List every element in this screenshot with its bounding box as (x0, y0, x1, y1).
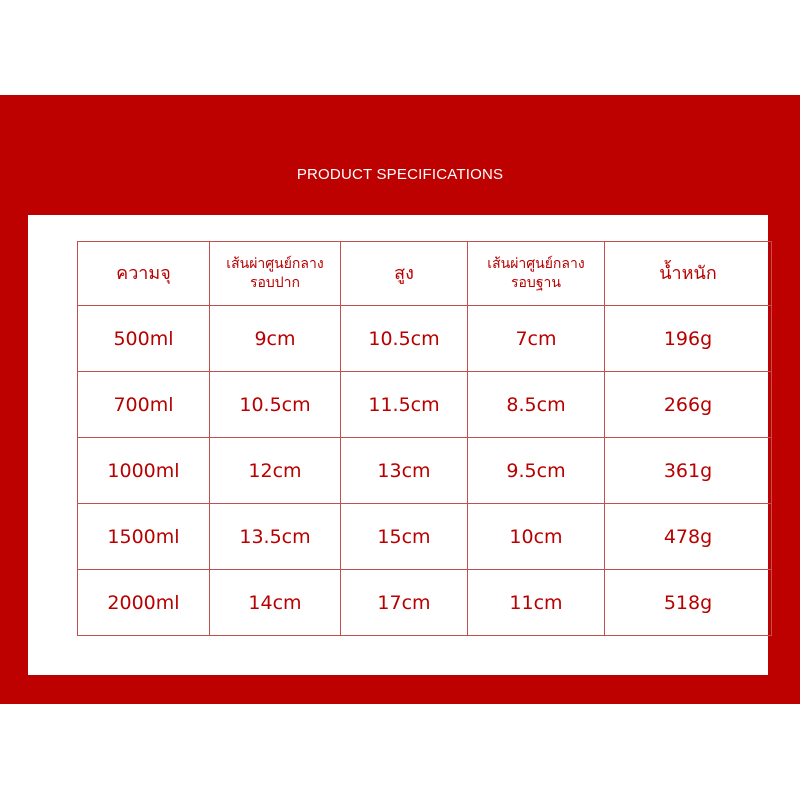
cell-mouth-diameter: 10.5cm (210, 372, 341, 438)
cell-base-diameter: 7cm (468, 306, 605, 372)
specifications-table (77, 241, 772, 636)
cell-base-diameter: 11cm (468, 570, 605, 636)
cell-height: 11.5cm (341, 372, 468, 438)
header-cell (210, 242, 341, 306)
header-cell (78, 242, 210, 306)
cell-base-diameter: 10cm (468, 504, 605, 570)
cell-base-diameter: 9.5cm (468, 438, 605, 504)
header-cell (605, 242, 772, 306)
cell-weight: 361g (605, 438, 772, 504)
cell-mouth-diameter: 12cm (210, 438, 341, 504)
cell-weight: 518g (605, 570, 772, 636)
table-header-row (78, 242, 772, 306)
cell-base-diameter: 8.5cm (468, 372, 605, 438)
page-title: PRODUCT SPECIFICATIONS (296, 166, 504, 183)
header-cell (341, 242, 468, 306)
table-row (78, 306, 772, 372)
table-row (78, 372, 772, 438)
cell-capacity: 1000ml (78, 438, 210, 504)
table-row (78, 570, 772, 636)
cell-height: 17cm (341, 570, 468, 636)
header-mouth-diameter: เส้นผ่าศูนย์กลาง รอบปาก (226, 255, 324, 291)
table-row (78, 438, 772, 504)
header-base-diameter: เส้นผ่าศูนย์กลาง รอบฐาน (487, 255, 585, 291)
header-cell (468, 242, 605, 306)
cell-capacity: 500ml (78, 306, 210, 372)
cell-capacity: 700ml (78, 372, 210, 438)
cell-height: 10.5cm (341, 306, 468, 372)
cell-mouth-diameter: 9cm (210, 306, 341, 372)
cell-weight: 478g (605, 504, 772, 570)
header-weight: น้ำหนัก (659, 263, 717, 284)
cell-height: 15cm (341, 504, 468, 570)
cell-mouth-diameter: 14cm (210, 570, 341, 636)
header-height: สูง (394, 263, 414, 284)
cell-weight: 196g (605, 306, 772, 372)
cell-mouth-diameter: 13.5cm (210, 504, 341, 570)
header-capacity: ความจุ (116, 263, 171, 284)
cell-capacity: 1500ml (78, 504, 210, 570)
cell-weight: 266g (605, 372, 772, 438)
cell-height: 13cm (341, 438, 468, 504)
cell-capacity: 2000ml (78, 570, 210, 636)
table-row (78, 504, 772, 570)
